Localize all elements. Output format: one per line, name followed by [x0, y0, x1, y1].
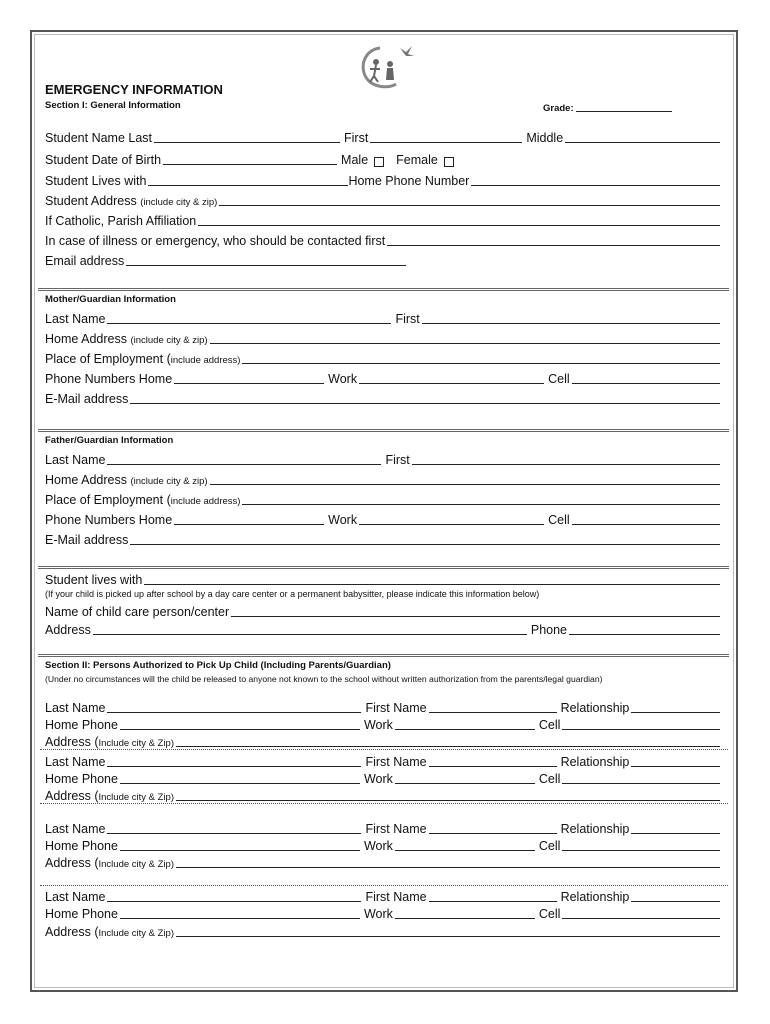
person-1-address-label: Address (Include city & Zip) — [45, 735, 174, 749]
person-4-work-field[interactable] — [395, 906, 535, 919]
person-1-cell-field[interactable] — [562, 717, 720, 730]
mother-employment-field[interactable] — [242, 351, 720, 364]
daycare-lives-with-label: Student lives with — [45, 573, 143, 587]
person-1-name-row — [45, 697, 724, 715]
home-phone-number-label: Home Phone Number — [348, 174, 470, 188]
father-email-label: E-Mail address — [45, 533, 129, 547]
student-address-row — [45, 190, 724, 208]
person-3-relationship-label: Relationship — [560, 822, 630, 836]
person-2-last-name-field[interactable] — [107, 754, 361, 767]
person-2-cell-field[interactable] — [562, 771, 720, 784]
female-checkbox[interactable] — [444, 157, 454, 167]
person-1-home-phone-field[interactable] — [120, 717, 360, 730]
daycare-name-row — [45, 601, 724, 619]
mother-employment-label: Place of Employment (include address) — [45, 352, 241, 366]
school-logo — [356, 42, 418, 90]
daycare-address-row — [45, 619, 724, 637]
mother-last-name-label: Last Name — [45, 312, 106, 326]
parish-field[interactable] — [198, 213, 720, 226]
father-work-label: Work — [328, 513, 358, 527]
mother-phone-row — [45, 368, 724, 386]
form-title: EMERGENCY INFORMATION — [45, 82, 223, 97]
person-1-address-row — [45, 731, 724, 749]
mother-address-row — [45, 328, 724, 346]
daycare-phone-label: Phone — [530, 623, 568, 637]
father-heading: Father/Guardian Information — [45, 435, 174, 446]
section-divider — [38, 654, 729, 657]
father-address-field[interactable] — [210, 472, 720, 485]
person-4-cell-field[interactable] — [562, 906, 720, 919]
person-4-last-name-label: Last Name — [45, 890, 106, 904]
mother-address-label: Home Address (include city & zip) — [45, 332, 208, 346]
person-2-last-name-label: Last Name — [45, 755, 106, 769]
person-4-work-label: Work — [363, 907, 393, 921]
father-last-name-label: Last Name — [45, 453, 106, 467]
section-2-heading: Section II: Persons Authorized to Pick Up Child (Including Parents/Guardian) — [45, 660, 391, 671]
person-3-relationship-field[interactable] — [631, 821, 720, 834]
person-2-address-label: Address (Include city & Zip) — [45, 789, 174, 803]
person-4-address-row — [45, 921, 724, 939]
mother-cell-label: Cell — [548, 372, 570, 386]
daycare-address-label: Address — [45, 623, 91, 637]
person-1-work-label: Work — [363, 718, 393, 732]
student-address-label: Student Address (include city & zip) — [45, 194, 218, 208]
person-3-home-phone-label: Home Phone — [45, 839, 118, 853]
person-1-relationship-label: Relationship — [560, 701, 630, 715]
male-checkbox[interactable] — [374, 157, 384, 167]
section-divider — [38, 429, 729, 432]
person-3-address-label: Address (Include city & Zip) — [45, 856, 174, 870]
person-1-first-name-field[interactable] — [429, 700, 557, 713]
person-4-address-field[interactable] — [176, 924, 720, 937]
person-3-last-name-label: Last Name — [45, 822, 106, 836]
person-2-work-field[interactable] — [395, 771, 535, 784]
person-2-home-phone-label: Home Phone — [45, 772, 118, 786]
father-work-field[interactable] — [359, 512, 544, 525]
student-name-row — [45, 127, 724, 145]
person-3-address-row — [45, 852, 724, 870]
student-last-name-field[interactable] — [154, 130, 340, 143]
lives-with-label: Student Lives with — [45, 174, 147, 188]
daycare-address-field[interactable] — [93, 622, 527, 635]
person-1-relationship-field[interactable] — [631, 700, 720, 713]
father-email-field[interactable] — [130, 532, 720, 545]
person-3-cell-field[interactable] — [562, 838, 720, 851]
person-3-last-name-field[interactable] — [107, 821, 361, 834]
father-home-phone-label: Phone Numbers Home — [45, 513, 173, 527]
mother-name-row — [45, 308, 724, 326]
person-1-last-name-field[interactable] — [107, 700, 361, 713]
home-phone-number-field[interactable] — [471, 173, 720, 186]
father-name-row — [45, 449, 724, 467]
father-employment-label: Place of Employment (include address) — [45, 493, 241, 507]
email-field[interactable] — [126, 253, 406, 266]
father-first-name-label: First — [385, 453, 410, 467]
parish-label: If Catholic, Parish Affiliation — [45, 214, 197, 228]
father-phone-row — [45, 509, 724, 527]
person-4-cell-label: Cell — [538, 907, 561, 921]
person-4-phone-row — [45, 903, 724, 921]
person-4-home-phone-label: Home Phone — [45, 907, 118, 921]
father-first-name-field[interactable] — [412, 452, 720, 465]
student-last-name-label: Student Name Last — [45, 131, 153, 145]
student-middle-name-field[interactable] — [565, 130, 720, 143]
student-address-field[interactable] — [219, 193, 720, 206]
person-separator — [40, 749, 728, 750]
mother-email-label: E-Mail address — [45, 392, 129, 406]
mother-email-row — [45, 388, 724, 406]
student-first-name-label: First — [344, 131, 369, 145]
emergency-contact-label: In case of illness or emergency, who should be contacted first — [45, 234, 386, 248]
email-label: Email address — [45, 254, 125, 268]
person-3-work-label: Work — [363, 839, 393, 853]
person-3-name-row — [45, 818, 724, 836]
mother-employment-row — [45, 348, 724, 366]
emergency-contact-field[interactable] — [387, 233, 720, 246]
person-4-name-row — [45, 886, 724, 904]
father-employment-row — [45, 489, 724, 507]
male-label: Male — [341, 153, 369, 167]
person-1-home-phone-label: Home Phone — [45, 718, 118, 732]
mother-heading: Mother/Guardian Information — [45, 294, 176, 305]
section-1-heading: Section I: General Information — [45, 100, 181, 111]
person-1-last-name-label: Last Name — [45, 701, 106, 715]
father-cell-label: Cell — [548, 513, 570, 527]
person-2-work-label: Work — [363, 772, 393, 786]
daycare-name-label: Name of child care person/center — [45, 605, 230, 619]
mother-work-field[interactable] — [359, 371, 544, 384]
person-2-name-row — [45, 751, 724, 769]
person-2-home-phone-field[interactable] — [120, 771, 360, 784]
person-1-work-field[interactable] — [395, 717, 535, 730]
father-address-label: Home Address (include city & zip) — [45, 473, 208, 487]
person-3-phone-row — [45, 835, 724, 853]
mother-email-field[interactable] — [130, 391, 720, 404]
person-2-phone-row — [45, 768, 724, 786]
mother-first-name-field[interactable] — [422, 311, 720, 324]
person-1-phone-row — [45, 714, 724, 732]
person-separator — [40, 803, 728, 804]
grade-field[interactable] — [543, 96, 676, 114]
catholic-row — [45, 210, 724, 228]
daycare-phone-field[interactable] — [569, 622, 720, 635]
mother-last-name-field[interactable] — [107, 311, 391, 324]
person-2-relationship-label: Relationship — [560, 755, 630, 769]
person-2-first-name-label: First Name — [365, 755, 427, 769]
person-3-first-name-label: First Name — [365, 822, 427, 836]
person-2-address-row — [45, 785, 724, 803]
student-middle-name-label: Middle — [526, 131, 564, 145]
person-2-first-name-field[interactable] — [429, 754, 557, 767]
person-4-home-phone-field[interactable] — [120, 906, 360, 919]
person-4-last-name-field[interactable] — [107, 889, 361, 902]
father-home-phone-field[interactable] — [174, 512, 324, 525]
daycare-note: (If your child is picked up after school by a day care center or a permanent babysitter, please indicate this information below) — [45, 589, 540, 599]
dob-label: Student Date of Birth — [45, 153, 162, 167]
person-1-cell-label: Cell — [538, 718, 561, 732]
father-cell-field[interactable] — [572, 512, 720, 525]
female-label: Female — [396, 153, 438, 167]
dob-field[interactable] — [163, 152, 337, 165]
student-first-name-field[interactable] — [370, 130, 522, 143]
lives-with-row — [45, 170, 724, 188]
section-divider — [38, 288, 729, 291]
daycare-name-field[interactable] — [231, 604, 720, 617]
email-row — [45, 250, 410, 268]
daycare-lives-with-row — [45, 569, 724, 587]
person-3-home-phone-field[interactable] — [120, 838, 360, 851]
person-1-address-field[interactable] — [176, 734, 720, 747]
father-employment-field[interactable] — [242, 492, 720, 505]
mother-home-phone-label: Phone Numbers Home — [45, 372, 173, 386]
person-3-work-field[interactable] — [395, 838, 535, 851]
person-4-first-name-label: First Name — [365, 890, 427, 904]
mother-home-phone-field[interactable] — [174, 371, 324, 384]
person-2-cell-label: Cell — [538, 772, 561, 786]
person-2-relationship-field[interactable] — [631, 754, 720, 767]
father-last-name-field[interactable] — [107, 452, 381, 465]
mother-cell-field[interactable] — [572, 371, 720, 384]
person-4-relationship-label: Relationship — [560, 890, 630, 904]
grade-label: Grade: — [543, 103, 574, 114]
mother-work-label: Work — [328, 372, 358, 386]
father-email-row — [45, 529, 724, 547]
mother-address-field[interactable] — [210, 331, 720, 344]
person-4-first-name-field[interactable] — [429, 889, 557, 902]
lives-with-field[interactable] — [148, 173, 348, 186]
dob-row — [45, 149, 724, 167]
daycare-lives-with-field[interactable] — [144, 572, 720, 585]
person-3-first-name-field[interactable] — [429, 821, 557, 834]
person-3-cell-label: Cell — [538, 839, 561, 853]
person-4-relationship-field[interactable] — [631, 889, 720, 902]
section-2-note: (Under no circumstances will the child be released to anyone not known to the school without written authorization from the parents/legal guardian) — [45, 674, 603, 684]
person-2-address-field[interactable] — [176, 788, 720, 801]
person-1-first-name-label: First Name — [365, 701, 427, 715]
person-4-address-label: Address (Include city & Zip) — [45, 925, 174, 939]
person-3-address-field[interactable] — [176, 855, 720, 868]
mother-first-name-label: First — [395, 312, 420, 326]
father-address-row — [45, 469, 724, 487]
emergency-contact-row — [45, 230, 724, 248]
